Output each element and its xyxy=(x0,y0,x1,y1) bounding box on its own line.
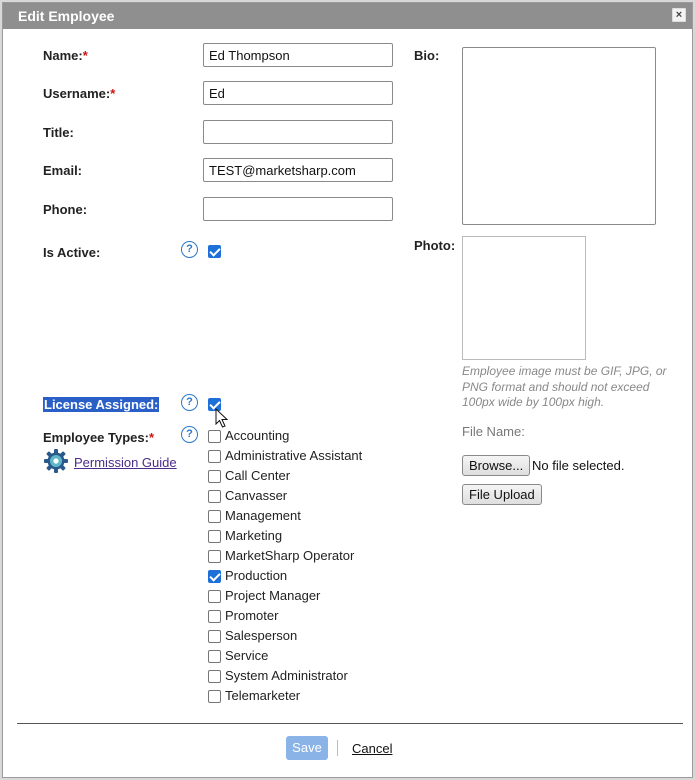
dialog-title: Edit Employee xyxy=(18,8,115,24)
mouse-cursor-icon xyxy=(215,408,229,430)
employee-type-label: Canvasser xyxy=(225,488,288,503)
employee-type-label: Project Manager xyxy=(225,588,321,603)
employee-type-label: Service xyxy=(225,648,269,663)
question-circle-icon[interactable]: ? xyxy=(181,394,198,411)
phone-input[interactable] xyxy=(203,197,393,221)
bio-textarea[interactable] xyxy=(462,47,656,225)
question-circle-icon[interactable]: ? xyxy=(181,241,198,258)
required-marker: * xyxy=(148,430,155,445)
license-assigned-label: License Assigned: xyxy=(44,397,159,412)
username-input[interactable] xyxy=(203,81,393,105)
salesperson-checkbox[interactable] xyxy=(208,630,221,643)
employee-types-label xyxy=(43,430,154,445)
employee-type-label: Salesperson xyxy=(225,628,298,643)
marketing-checkbox[interactable] xyxy=(208,530,221,543)
username-label-text: Username: xyxy=(43,86,111,101)
permission-guide-link[interactable]: Permission Guide xyxy=(74,455,177,470)
file-upload-button[interactable]: File Upload xyxy=(462,484,542,505)
employee-type-label: Management xyxy=(225,508,301,523)
required-marker: * xyxy=(110,86,116,101)
footer-separator xyxy=(337,740,338,756)
employee-type-label: System Administrator xyxy=(225,668,348,683)
footer-divider xyxy=(17,723,683,724)
name-label xyxy=(43,48,88,63)
administrative-assistant-checkbox[interactable] xyxy=(208,450,221,463)
username-label xyxy=(43,86,115,101)
service-checkbox[interactable] xyxy=(208,650,221,663)
save-button[interactable]: Save xyxy=(286,736,328,760)
employee-type-label: Marketing xyxy=(225,528,283,543)
promoter-checkbox[interactable] xyxy=(208,610,221,623)
question-circle-icon[interactable]: ? xyxy=(181,426,198,443)
employee-type-label: Accounting xyxy=(225,428,290,443)
title-label: Title: xyxy=(43,125,74,140)
employee-type-label: Promoter xyxy=(225,608,279,623)
name-input[interactable] xyxy=(203,43,393,67)
project-manager-checkbox[interactable] xyxy=(208,590,221,603)
photo-preview xyxy=(462,236,586,360)
telemarketer-checkbox[interactable] xyxy=(208,690,221,703)
bio-label: Bio: xyxy=(414,48,440,63)
name-label-text: Name: xyxy=(43,48,83,63)
photo-label: Photo: xyxy=(414,238,456,253)
accounting-checkbox[interactable] xyxy=(208,430,221,443)
system-administrator-checkbox[interactable] xyxy=(208,670,221,683)
employee-types-label-text: Employee Types: xyxy=(43,430,149,445)
is-active-checkbox[interactable] xyxy=(208,245,221,258)
cancel-link[interactable]: Cancel xyxy=(352,741,393,756)
dialog-titlebar xyxy=(3,3,692,29)
email-input[interactable] xyxy=(203,158,393,182)
employee-type-label: MarketSharp Operator xyxy=(225,548,355,563)
management-checkbox[interactable] xyxy=(208,510,221,523)
browse-button[interactable]: Browse... xyxy=(462,455,530,476)
gear-icon[interactable] xyxy=(43,448,69,474)
employee-type-label: Administrative Assistant xyxy=(225,448,363,463)
no-file-selected-text: No file selected. xyxy=(532,458,625,473)
call-center-checkbox[interactable] xyxy=(208,470,221,483)
employee-type-label: Production xyxy=(225,568,288,583)
employee-type-label: Call Center xyxy=(225,468,291,483)
required-marker: * xyxy=(82,48,88,63)
marketsharp-operator-checkbox[interactable] xyxy=(208,550,221,563)
edit-employee-dialog xyxy=(2,2,693,778)
file-name-label: File Name: xyxy=(462,424,525,439)
employee-type-label: Telemarketer xyxy=(225,688,301,703)
phone-label: Phone: xyxy=(43,202,88,217)
close-icon[interactable]: × xyxy=(672,8,686,22)
is-active-label: Is Active: xyxy=(43,245,101,260)
photo-requirements-note: Employee image must be GIF, JPG, or PNG format and should not exceed 100px wide by 100px high. xyxy=(462,364,667,409)
canvasser-checkbox[interactable] xyxy=(208,490,221,503)
production-checkbox[interactable] xyxy=(208,570,221,583)
email-label: Email: xyxy=(43,163,83,178)
title-input[interactable] xyxy=(203,120,393,144)
